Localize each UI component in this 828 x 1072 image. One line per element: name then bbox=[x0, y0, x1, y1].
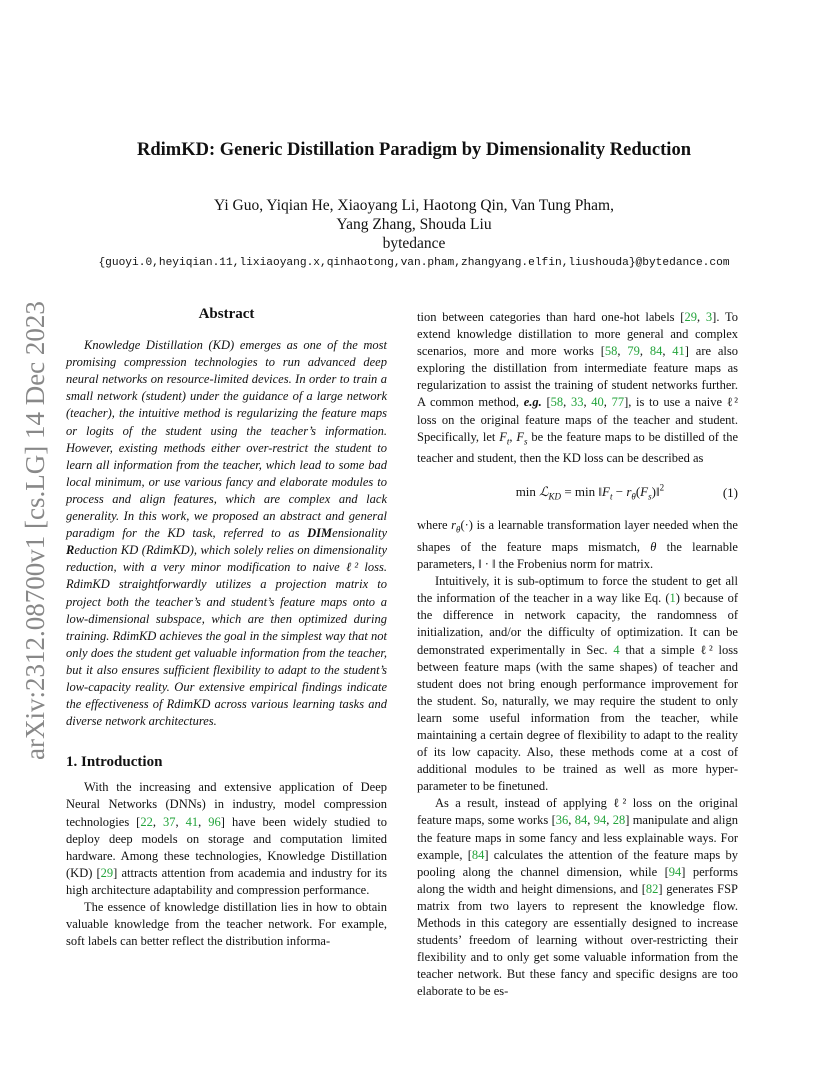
left-column bbox=[66, 306, 387, 950]
citation-link[interactable]: 96 bbox=[208, 814, 221, 829]
right-paragraph-2: where $r_\theta(\cdot)$ is a learnable transformation layer needed when the shapes of the feature maps mismatch, θ the learnable parameters, ‖ · ‖ the Frobenius norm for matrix. bbox=[417, 518, 738, 572]
citation-link[interactable]: 94 bbox=[593, 813, 607, 828]
citation-link[interactable]: 77 bbox=[611, 395, 625, 410]
citation-link[interactable]: 29 bbox=[684, 310, 697, 324]
paper-title: RdimKD: Generic Distillation Paradigm by Dimensionality Reduction bbox=[137, 140, 691, 160]
introduction-heading: 1. Introduction bbox=[66, 754, 163, 771]
citation-link[interactable]: 84 bbox=[471, 847, 485, 862]
citation-link[interactable]: 4 bbox=[613, 642, 620, 657]
citation-link[interactable]: 41 bbox=[185, 814, 199, 829]
citation-link[interactable]: 28 bbox=[612, 813, 626, 828]
citation-link[interactable]: 84 bbox=[649, 344, 663, 359]
citation-link[interactable]: 58 bbox=[604, 344, 618, 359]
arxiv-side-stamp: arXiv:2312.08700v1 [cs.LG] 14 Dec 2023 bbox=[20, 301, 50, 760]
emphasis: θ bbox=[650, 539, 657, 554]
right-paragraph-1: tion between categories than hard one-hot labels [29, 3]. To extend knowledge distillation to more general and complex scenarios, more and more works [58, 79, 84, 41] are also exploring the distillation from intermediate feature maps as regularization to assist the training of student networks further. A common method, e.g. [58, 33, 40, 77], is to use a naive ℓ² loss on the original feature maps of the teacher and student. Specifically, let $F_t$, $F_s$ be the feature maps to be distilled of the teacher and student, then the KD loss can be described as bbox=[417, 310, 739, 466]
authors-line-2: Yang Zhang, Shouda Liu bbox=[336, 216, 492, 233]
citation-link[interactable]: 37 bbox=[163, 814, 176, 829]
equation-rendered: min ℒ$_{KD}$ = $\min ‖F_t$ − $r_\theta(F_s)‖^2$ bbox=[515, 482, 665, 502]
citation-link[interactable]: 84 bbox=[574, 813, 588, 828]
abstract-text: Knowledge Distillation (KD) emerges as one of the most promising compression technologies to run advanced deep neural networks on resource-limited devices. In order to train a small network (student) under the guidance of a large network (teacher), the intuitive method is regularizing the feature maps or logits of the student using the teacher’s information. However, existing methods either over-restrict the student to learn all information from the teacher, which lead to some bad local minimum, or use various fancy and elaborate modules to process and align features, which are complex and lack generality. In this work, we proposed an abstract and general paradigm for the KD task, referred to as DIMensionality Reduction KD (RdimKD), which solely relies on dimensionality reduction, with a very minor modification to naive ℓ² loss. RdimKD straightforwardly utilizes a projection matrix to project both the teacher’s and student’s feature maps onto a low-dimensional subspace, which are then optimized during training. RdimKD achieves the goal in the simplest way that not only does the student get valuable information from the teacher, but it also ensures sufficient flexibility to adapt to the student’s low-capacity reality. Our extensive empirical findings indicate the effectiveness of RdimKD across various learning tasks and diverse network architectures. bbox=[66, 338, 387, 729]
emphasis: F bbox=[516, 429, 525, 444]
emphasis: r bbox=[451, 518, 457, 533]
intro-paragraph-2: The essence of knowledge distillation lies in how to obtain valuable knowledge from the teacher network. For example, soft labels can better reflect the distribution informa- bbox=[66, 900, 387, 949]
citation-link[interactable]: 40 bbox=[591, 395, 604, 410]
authors-line-1: Yi Guo, Yiqian He, Xiaoyang Li, Haotong Qin, Van Tung Pham, bbox=[214, 197, 614, 214]
citation-link[interactable]: 1 bbox=[669, 591, 676, 606]
subscript: θ bbox=[456, 524, 461, 535]
author-block bbox=[0, 196, 828, 253]
intro-paragraph-1: With the increasing and extensive application of Deep Neural Networks (DNNs) in industry, model compression technologies [22, 37, 41, 96] have been widely studied to deploy deep models on storage and computation limited hardware. Among these technologies, Knowledge Distillation (KD) [29] attracts attention from academia and industry for its high architecture adaptability and compression performance. bbox=[66, 780, 388, 897]
citation-link[interactable]: 82 bbox=[645, 881, 659, 896]
equation-1 bbox=[417, 479, 738, 505]
subscript: t bbox=[506, 436, 510, 447]
citation-link[interactable]: 79 bbox=[627, 344, 640, 359]
right-paragraph-4: As a result, instead of applying ℓ² loss on the original feature maps, some works [36, 84, 94, 28] manipulate and align the feature maps in some fancy and less explainable ways. For example, [84] calculates the attention of the feature maps by pooling along the channel dimension, while [94] performs along the width and height dimensions, and [82] generates FSP matrix from two layers to represent the knowledge flow. Methods in this category are essentially designed to increase students’ freedom of learning without over-restricting their flexibility and to only get some valuable information from the teacher network. But these fancy and specific designs are too elaborate to be es- bbox=[417, 796, 738, 999]
right-column bbox=[417, 309, 738, 1000]
equation-number: (1) bbox=[722, 484, 738, 500]
citation-link[interactable]: 3 bbox=[705, 310, 713, 324]
right-paragraph-3: Intuitively, it is sub-optimum to force the student to get all the information of the teacher in a way like Eq. (1) because of the difference in network capacity, the randomness of initialization, and/or the difficulty of optimization. It can be demonstrated experimentally in Sec. 4 that a simple ℓ² loss between feature maps (with the same shapes) of teacher and student does not bring enough performance improvement for the student. So, naturally, we may require the student to only learn some useful information from the teacher, while maintaining a certain degree of flexibility to adapt to the reality of its low capacity. Also, these methods come at a cost of additional modules to be trained as well as more hyper-parameter to be finetuned. bbox=[417, 574, 739, 794]
emphasis: R bbox=[66, 543, 75, 558]
emphasis: DIM bbox=[307, 526, 333, 541]
abstract-heading: Abstract bbox=[198, 306, 255, 322]
citation-link[interactable]: 36 bbox=[555, 813, 569, 828]
affiliation: bytedance bbox=[382, 235, 446, 252]
subscript: s bbox=[524, 436, 528, 447]
emphasis: F bbox=[499, 429, 507, 444]
citation-link[interactable]: 58 bbox=[550, 395, 564, 410]
citation-link[interactable]: 94 bbox=[668, 864, 682, 879]
equation-body bbox=[417, 479, 723, 505]
emphasis: e.g. bbox=[523, 395, 542, 410]
citation-link[interactable]: 41 bbox=[672, 344, 685, 359]
citation-link[interactable]: 33 bbox=[570, 395, 584, 410]
author-emails: {guoyi.0,heyiqian.11,lixiaoyang.x,qinhaotong,van.pham,zhangyang.elfin,liushouda}@bytedance.com bbox=[98, 257, 730, 269]
citation-link[interactable]: 22 bbox=[140, 814, 153, 829]
citation-link[interactable]: 29 bbox=[100, 865, 114, 880]
